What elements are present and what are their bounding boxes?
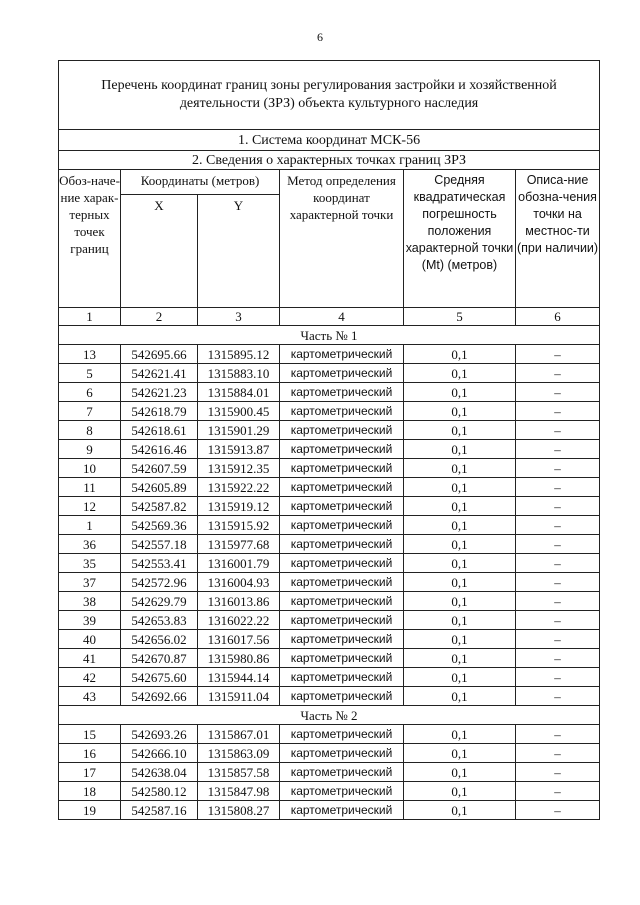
method: картометрический <box>280 630 404 649</box>
table-row <box>59 440 600 459</box>
error: 0,1 <box>404 459 516 478</box>
description: – <box>516 687 600 706</box>
point-number: 38 <box>59 592 121 611</box>
coord-x: 542670.87 <box>121 649 198 668</box>
point-number: 1 <box>59 516 121 535</box>
coord-x: 542587.16 <box>121 801 198 820</box>
coord-x: 542693.26 <box>121 725 198 744</box>
coord-y: 1316004.93 <box>198 573 280 592</box>
table-row <box>59 782 600 801</box>
column-number: 3 <box>198 308 280 326</box>
error: 0,1 <box>404 364 516 383</box>
point-number: 18 <box>59 782 121 801</box>
method: картометрический <box>280 801 404 820</box>
column-number: 1 <box>59 308 121 326</box>
coord-x: 542616.46 <box>121 440 198 459</box>
method: картометрический <box>280 383 404 402</box>
method: картометрический <box>280 497 404 516</box>
coord-x: 542618.61 <box>121 421 198 440</box>
method: картометрический <box>280 345 404 364</box>
point-number: 16 <box>59 744 121 763</box>
coord-y: 1315919.12 <box>198 497 280 516</box>
coord-y: 1315863.09 <box>198 744 280 763</box>
point-number: 15 <box>59 725 121 744</box>
header-method: Метод определения координат характерной точки <box>280 170 404 308</box>
method: картометрический <box>280 535 404 554</box>
coord-y: 1316013.86 <box>198 592 280 611</box>
coord-y: 1316017.56 <box>198 630 280 649</box>
coord-y: 1315900.45 <box>198 402 280 421</box>
coord-x: 542666.10 <box>121 744 198 763</box>
coord-x: 542580.12 <box>121 782 198 801</box>
table-row <box>59 516 600 535</box>
coord-x: 542607.59 <box>121 459 198 478</box>
point-number: 17 <box>59 763 121 782</box>
description: – <box>516 402 600 421</box>
description: – <box>516 573 600 592</box>
description: – <box>516 668 600 687</box>
method: картометрический <box>280 592 404 611</box>
description: – <box>516 345 600 364</box>
coord-x: 542553.41 <box>121 554 198 573</box>
table-row <box>59 744 600 763</box>
method: картометрический <box>280 782 404 801</box>
coord-x: 542638.04 <box>121 763 198 782</box>
error: 0,1 <box>404 630 516 649</box>
error: 0,1 <box>404 592 516 611</box>
coord-y: 1315867.01 <box>198 725 280 744</box>
error: 0,1 <box>404 478 516 497</box>
point-number: 5 <box>59 364 121 383</box>
point-number: 12 <box>59 497 121 516</box>
method: картометрический <box>280 763 404 782</box>
point-number: 8 <box>59 421 121 440</box>
header-error: Средняя квадратическая погрешность положения характерной точки (Mt) (метров) <box>404 170 516 308</box>
error: 0,1 <box>404 402 516 421</box>
coord-y: 1315977.68 <box>198 535 280 554</box>
error: 0,1 <box>404 668 516 687</box>
coord-y: 1315808.27 <box>198 801 280 820</box>
coord-x: 542569.36 <box>121 516 198 535</box>
point-number: 9 <box>59 440 121 459</box>
method: картометрический <box>280 364 404 383</box>
coord-x: 542587.82 <box>121 497 198 516</box>
table-row <box>59 763 600 782</box>
point-number: 43 <box>59 687 121 706</box>
method: картометрический <box>280 516 404 535</box>
coord-x: 542557.18 <box>121 535 198 554</box>
error: 0,1 <box>404 744 516 763</box>
error: 0,1 <box>404 782 516 801</box>
table-row <box>59 611 600 630</box>
table-row <box>59 421 600 440</box>
error: 0,1 <box>404 687 516 706</box>
coord-y: 1315883.10 <box>198 364 280 383</box>
description: – <box>516 421 600 440</box>
coord-y: 1315901.29 <box>198 421 280 440</box>
method: картометрический <box>280 668 404 687</box>
coord-y: 1316022.22 <box>198 611 280 630</box>
description: – <box>516 763 600 782</box>
table-row <box>59 554 600 573</box>
method: картометрический <box>280 649 404 668</box>
point-number: 39 <box>59 611 121 630</box>
error: 0,1 <box>404 440 516 459</box>
table-row <box>59 345 600 364</box>
error: 0,1 <box>404 554 516 573</box>
coord-y: 1315895.12 <box>198 345 280 364</box>
method: картометрический <box>280 744 404 763</box>
header-description: Описа-ние обозна-чения точки на местнос-ти (при наличии) <box>516 170 600 308</box>
point-number: 7 <box>59 402 121 421</box>
part-label: Часть № 1 <box>59 326 600 345</box>
coord-y: 1315913.87 <box>198 440 280 459</box>
coord-x: 542621.41 <box>121 364 198 383</box>
header-y: Y <box>198 195 280 308</box>
point-number: 6 <box>59 383 121 402</box>
description: – <box>516 592 600 611</box>
method: картометрический <box>280 687 404 706</box>
table-title: Перечень координат границ зоны регулирования застройки и хозяйственной деятельности (ЗРЗ) объекта культурного наследия <box>59 61 600 130</box>
coord-x: 542695.66 <box>121 345 198 364</box>
method: картометрический <box>280 440 404 459</box>
method: картометрический <box>280 402 404 421</box>
error: 0,1 <box>404 345 516 364</box>
table-row <box>59 630 600 649</box>
description: – <box>516 611 600 630</box>
point-number: 19 <box>59 801 121 820</box>
point-number: 35 <box>59 554 121 573</box>
coord-x: 542692.66 <box>121 687 198 706</box>
coord-x: 542629.79 <box>121 592 198 611</box>
description: – <box>516 744 600 763</box>
method: картометрический <box>280 725 404 744</box>
method: картометрический <box>280 421 404 440</box>
error: 0,1 <box>404 611 516 630</box>
description: – <box>516 497 600 516</box>
section-title: 2. Сведения о характерных точках границ ЗРЗ <box>59 151 600 170</box>
coord-y: 1315912.35 <box>198 459 280 478</box>
coord-y: 1315911.04 <box>198 687 280 706</box>
method: картометрический <box>280 573 404 592</box>
coord-y: 1316001.79 <box>198 554 280 573</box>
page-number: 6 <box>317 30 323 44</box>
error: 0,1 <box>404 725 516 744</box>
error: 0,1 <box>404 801 516 820</box>
column-number: 6 <box>516 308 600 326</box>
description: – <box>516 535 600 554</box>
method: картометрический <box>280 478 404 497</box>
description: – <box>516 364 600 383</box>
error: 0,1 <box>404 497 516 516</box>
coordinates-table <box>58 60 600 820</box>
coord-y: 1315922.22 <box>198 478 280 497</box>
table-row <box>59 383 600 402</box>
coord-x: 542605.89 <box>121 478 198 497</box>
table-row <box>59 497 600 516</box>
coord-x: 542621.23 <box>121 383 198 402</box>
header-x: X <box>121 195 198 308</box>
method: картометрический <box>280 459 404 478</box>
table-row <box>59 478 600 497</box>
method: картометрический <box>280 611 404 630</box>
coord-x: 542618.79 <box>121 402 198 421</box>
column-number: 4 <box>280 308 404 326</box>
coord-x: 542675.60 <box>121 668 198 687</box>
error: 0,1 <box>404 421 516 440</box>
description: – <box>516 478 600 497</box>
error: 0,1 <box>404 535 516 554</box>
description: – <box>516 801 600 820</box>
description: – <box>516 725 600 744</box>
table-row <box>59 535 600 554</box>
point-number: 13 <box>59 345 121 364</box>
coord-x: 542656.02 <box>121 630 198 649</box>
description: – <box>516 782 600 801</box>
description: – <box>516 649 600 668</box>
coord-y: 1315847.98 <box>198 782 280 801</box>
description: – <box>516 554 600 573</box>
coord-y: 1315944.14 <box>198 668 280 687</box>
point-number: 37 <box>59 573 121 592</box>
description: – <box>516 440 600 459</box>
coord-x: 542572.96 <box>121 573 198 592</box>
coordinate-system: 1. Система координат МСК-56 <box>59 130 600 151</box>
coord-y: 1315884.01 <box>198 383 280 402</box>
point-number: 41 <box>59 649 121 668</box>
part-label: Часть № 2 <box>59 706 600 725</box>
table-row <box>59 592 600 611</box>
table-row <box>59 459 600 478</box>
table-row <box>59 364 600 383</box>
column-number: 5 <box>404 308 516 326</box>
point-number: 40 <box>59 630 121 649</box>
method: картометрический <box>280 554 404 573</box>
point-number: 42 <box>59 668 121 687</box>
point-number: 36 <box>59 535 121 554</box>
table-row <box>59 668 600 687</box>
description: – <box>516 459 600 478</box>
table-row <box>59 725 600 744</box>
error: 0,1 <box>404 573 516 592</box>
table-row <box>59 649 600 668</box>
table-row <box>59 687 600 706</box>
description: – <box>516 516 600 535</box>
coord-x: 542653.83 <box>121 611 198 630</box>
point-number: 11 <box>59 478 121 497</box>
error: 0,1 <box>404 516 516 535</box>
table-row <box>59 402 600 421</box>
document-body <box>58 60 599 820</box>
description: – <box>516 383 600 402</box>
header-point-designation: Обоз-наче-ние харак-терных точек границ <box>59 170 121 308</box>
table-row <box>59 801 600 820</box>
header-coordinates: Координаты (метров) <box>121 170 280 195</box>
coord-y: 1315980.86 <box>198 649 280 668</box>
point-number: 10 <box>59 459 121 478</box>
error: 0,1 <box>404 763 516 782</box>
coord-y: 1315915.92 <box>198 516 280 535</box>
error: 0,1 <box>404 383 516 402</box>
table-row <box>59 573 600 592</box>
coord-y: 1315857.58 <box>198 763 280 782</box>
error: 0,1 <box>404 649 516 668</box>
column-number: 2 <box>121 308 198 326</box>
description: – <box>516 630 600 649</box>
